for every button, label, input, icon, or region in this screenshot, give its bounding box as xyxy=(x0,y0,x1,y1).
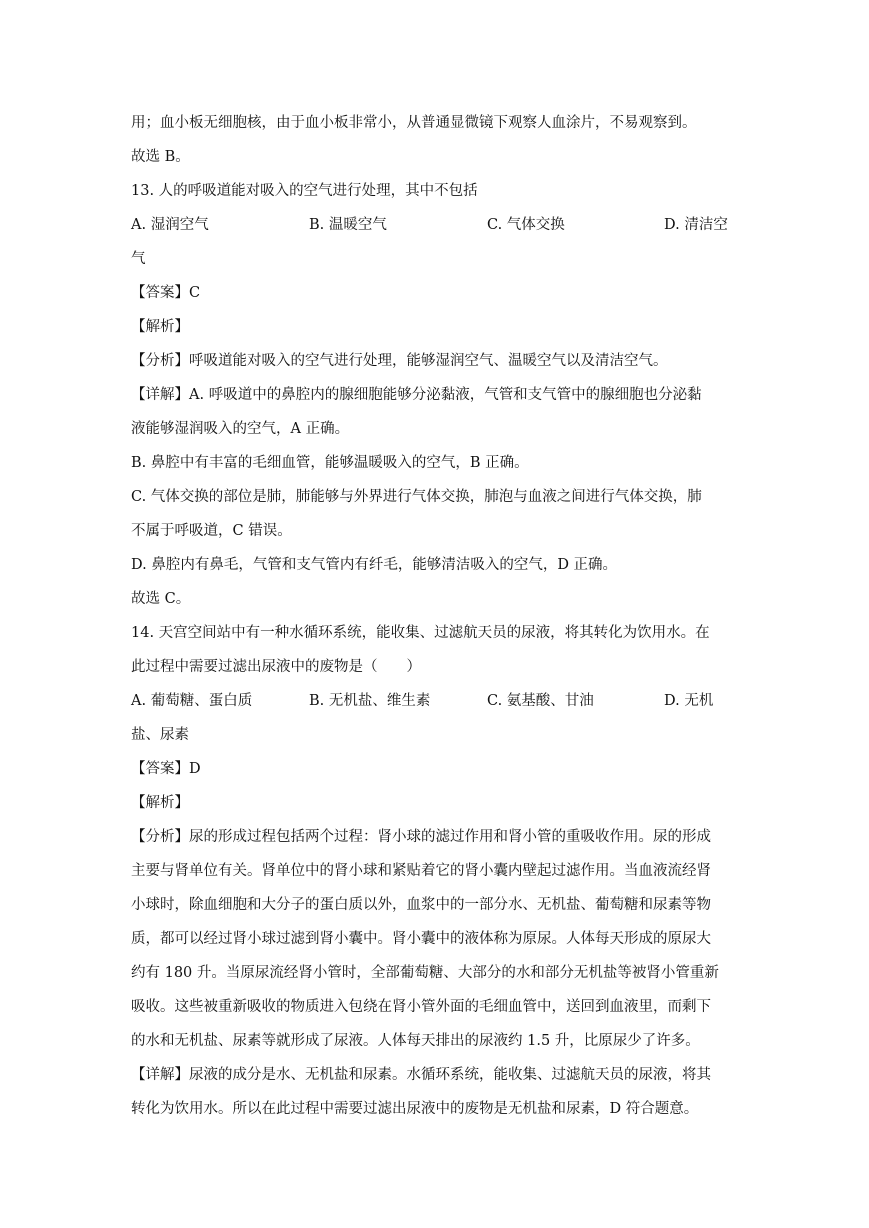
option-d: D. 无机 xyxy=(664,693,714,709)
text-line: 盐、尿素 xyxy=(131,727,189,743)
option-d: D. 清洁空 xyxy=(664,217,728,233)
text-line: 不属于呼吸道，C 错误。 xyxy=(131,523,292,539)
option-c: C. 氨基酸、甘油 xyxy=(487,693,594,709)
option-b: B. 温暖空气 xyxy=(309,217,387,233)
option-a: A. 葡萄糖、蛋白质 xyxy=(131,693,253,709)
text-line: 约有 180 升。当原尿流经肾小管时，全部葡萄糖、大部分的水和部分无机盐等被肾小管重新 xyxy=(131,965,719,981)
analysis-label: 【解析】 xyxy=(131,795,189,811)
analysis-label: 【解析】 xyxy=(131,319,189,335)
text-line: 故选 C。 xyxy=(131,591,191,607)
text-line: 转化为饮用水。所以在此过程中需要过滤出尿液中的废物是无机盐和尿素，D 符合题意。 xyxy=(131,1101,699,1117)
answer-label: 【答案】D xyxy=(131,761,201,777)
text-line: 气 xyxy=(131,251,146,267)
option-a: A. 湿润空气 xyxy=(131,217,209,233)
text-line: 【分析】呼吸道能对吸入的空气进行处理，能够湿润空气、温暖空气以及清洁空气。 xyxy=(131,353,668,369)
text-line: 吸收。这些被重新吸收的物质进入包绕在肾小管外面的毛细血管中，送回到血液里，而剩下 xyxy=(131,999,711,1015)
option-c: C. 气体交换 xyxy=(487,217,565,233)
text-line: C. 气体交换的部位是肺，肺能够与外界进行气体交换，肺泡与血液之间进行气体交换，肺 xyxy=(131,489,702,505)
question-13-stem: 13. 人的呼吸道能对吸入的空气进行处理，其中不包括 xyxy=(131,183,478,199)
text-line: 液能够湿润吸入的空气，A 正确。 xyxy=(131,421,350,437)
text-line: 质，都可以经过肾小球过滤到肾小囊中。肾小囊中的液体称为原尿。人体每天形成的原尿大 xyxy=(131,931,711,947)
text-line: 的水和无机盐、尿素等就形成了尿液。人体每天排出的尿液约 1.5 升，比原尿少了许多。 xyxy=(131,1033,700,1049)
text-line: 此过程中需要过滤出尿液中的废物是（ ） xyxy=(131,659,421,675)
answer-label: 【答案】C xyxy=(131,285,201,301)
text-line: 【详解】A. 呼吸道中的鼻腔内的腺细胞能够分泌黏液，气管和支气管中的腺细胞也分泌黏 xyxy=(131,387,702,403)
text-line: 小球时，除血细胞和大分子的蛋白质以外，血浆中的一部分水、无机盐、葡萄糖和尿素等物 xyxy=(131,897,711,913)
text-line: 【详解】尿液的成分是水、无机盐和尿素。水循环系统，能收集、过滤航天员的尿液，将其 xyxy=(131,1067,711,1083)
text-line: 主要与肾单位有关。肾单位中的肾小球和紧贴着它的肾小囊内壁起过滤作用。当血液流经肾 xyxy=(131,863,711,879)
question-14-stem: 14. 天宫空间站中有一种水循环系统，能收集、过滤航天员的尿液，将其转化为饮用水。在 xyxy=(131,625,710,641)
text-line: 用；血小板无细胞核，由于血小板非常小，从普通显微镜下观察人血涂片，不易观察到。 xyxy=(131,115,697,131)
text-line: 故选 B。 xyxy=(131,149,190,165)
text-line: B. 鼻腔中有丰富的毛细血管，能够温暖吸入的空气，B 正确。 xyxy=(131,455,529,471)
text-line: D. 鼻腔内有鼻毛，气管和支气管内有纤毛，能够清洁吸入的空气，D 正确。 xyxy=(131,557,618,573)
text-line: 【分析】尿的形成过程包括两个过程：肾小球的滤过作用和肾小管的重吸收作用。尿的形成 xyxy=(131,829,711,845)
option-b: B. 无机盐、维生素 xyxy=(309,693,431,709)
